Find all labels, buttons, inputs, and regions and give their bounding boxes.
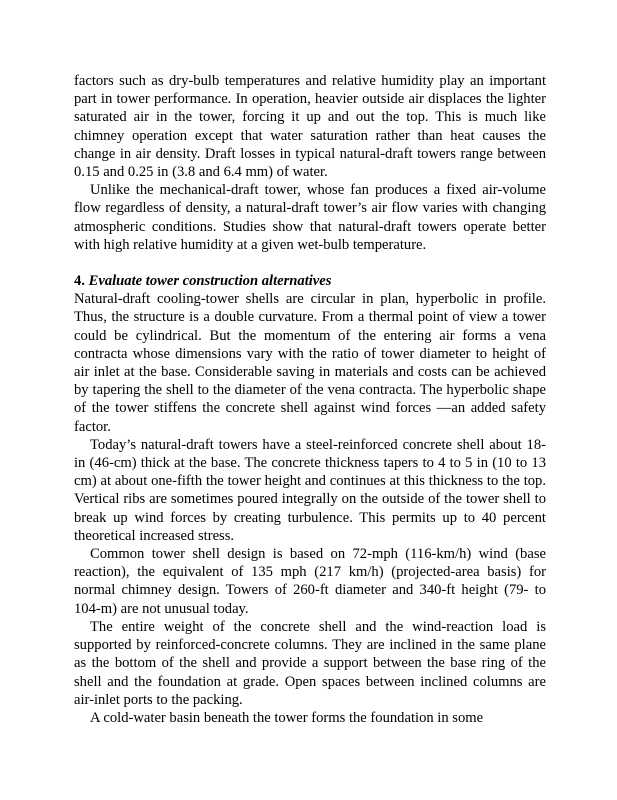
section-title: Evaluate tower construction alternatives xyxy=(88,273,332,290)
document-page xyxy=(74,72,546,727)
paragraph: The entire weight of the concrete shell and the wind-reaction load is supported by reinforced-concrete columns. They are inclined in the same plane as the bottom of the shell and provide a support between the base ring of the shell and the foundation at grade. Open spaces between inclined columns are air-inlet ports to the packing. xyxy=(74,618,546,708)
paragraph: factors such as dry-bulb temperatures and relative humidity play an important part in tower performance. In operation, heavier outside air displaces the lighter saturated air in the tower, forcing it up and out the top. This is much like chimney operation except that water saturation rather than heat causes the change in air density. Draft losses in typical natural-draft towers range between 0.15 and 0.25 in (3.8 and 6.4 mm) of water. xyxy=(74,73,546,181)
paragraph: Common tower shell design is based on 72-mph (116-km/h) wind (base reaction), the equivalent of 135 mph (217 km/h) (projected-area basis) for normal chimney design. Towers of 260-ft diameter and 340-ft height (79- to 104-m) are not unusual today. xyxy=(74,546,546,617)
paragraph: Natural-draft cooling-tower shells are circular in plan, hyperbolic in profile. Thus, the structure is a double curvature. From a thermal point of view a tower could be cylindrical. But the momentum of the entering air forms a vena contracta whose dimensions vary with the ratio of tower diameter to height of air inlet at the base. Considerable saving in materials and costs can be achieved by tapering the shell to the diameter of the vena contracta. The hyperbolic shape of the tower stiffens the concrete shell against wind forces —an added safety factor. xyxy=(74,291,546,435)
paragraph: Today’s natural-draft towers have a steel-reinforced concrete shell about 18-in (46-cm) thick at the base. The concrete thickness tapers to 4 to 5 in (10 to 13 cm) at about one-fifth the tower height and continues at this thickness to the top. Vertical ribs are sometimes poured integrally on the outside of the tower shell to break up wind forces by creating turbulence. This permits up to 40 percent theoretical increased stress. xyxy=(74,436,546,544)
section-number: 4. xyxy=(74,273,85,290)
paragraph: Unlike the mechanical-draft tower, whose fan produces a fixed air-volume flow regardless of density, a natural-draft tower’s air flow varies with changing atmospheric conditions. Studies show that natural-draft towers operate better with high relative humidity at a given wet-bulb temperature. xyxy=(74,182,546,253)
paragraph: A cold-water basin beneath the tower forms the foundation in some xyxy=(90,709,484,726)
section-heading xyxy=(74,272,546,290)
